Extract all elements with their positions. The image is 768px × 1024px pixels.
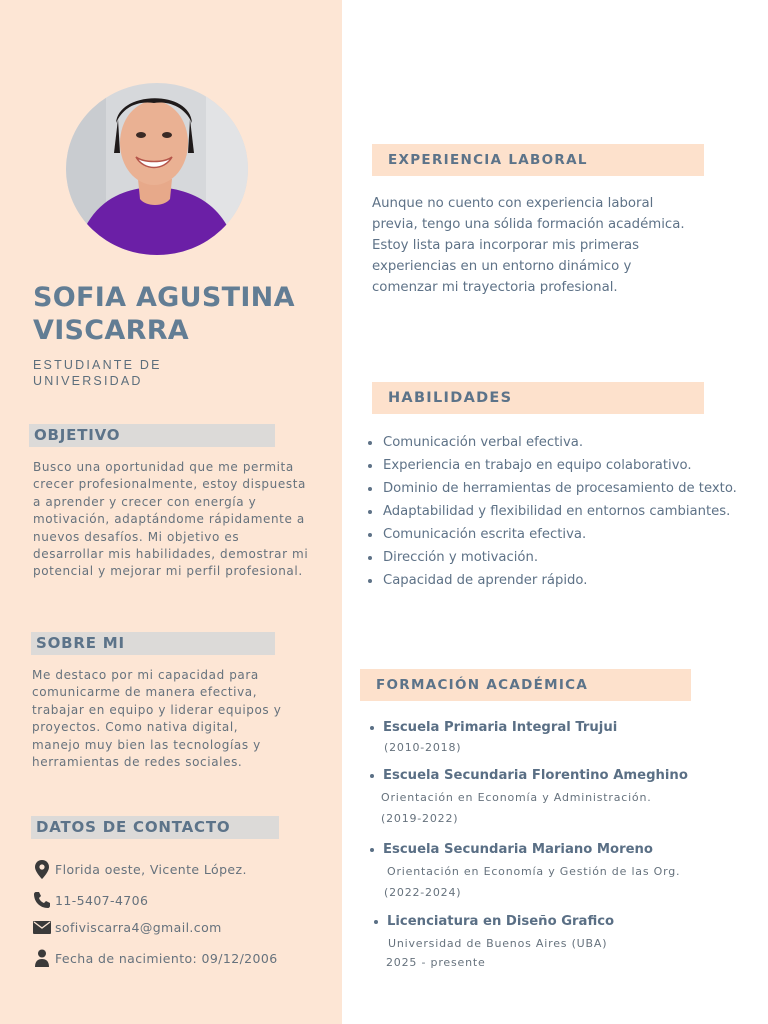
education-title: Escuela Primaria Integral Trujui [369, 719, 617, 737]
contact-location-text: Florida oeste, Vicente López. [55, 861, 247, 877]
objective-text: Busco una oportunidad que me permita crecer profesionalmente, estoy dispuesta a aprender y crecer con energía y motivación, adaptándome rápidamente a nuevos desafíos. Mi objetivo es desarrollar mis habilidades, demostrar mi potencial y mejorar mi perfil profesional. [33, 460, 309, 579]
about-heading: SOBRE MI [31, 632, 275, 655]
person-icon [32, 949, 51, 968]
envelope-icon [32, 918, 51, 937]
experience-paragraph-1: Aunque no cuento con experiencia laboral previa, tengo una sólida formación académica. [372, 196, 685, 232]
contact-birthdate-text: Fecha de nacimiento: 09/12/2006 [55, 950, 278, 966]
contact-location [32, 858, 247, 880]
education-years: 2025 - presente [386, 956, 486, 969]
skill-item: Dominio de herramientas de procesamiento de texto. [366, 477, 737, 500]
education-detail: Orientación en Economía y Administración. [381, 791, 652, 804]
objective-heading: OBJETIVO [29, 424, 275, 447]
experience-paragraph-2: Estoy lista para incorporar mis primeras experiencias en un entorno dinámico y comenzar mi trayectoria profesional. [372, 238, 640, 295]
phone-icon [32, 891, 51, 910]
skill-item: Adaptabilidad y flexibilidad en entornos cambiantes. [366, 500, 737, 523]
education-detail: Universidad de Buenos Aires (UBA) [388, 937, 608, 950]
location-pin-icon [32, 860, 51, 879]
skill-item: Comunicación escrita efectiva. [366, 523, 737, 546]
skill-item: Capacidad de aprender rápido. [366, 569, 737, 592]
skills-heading: HABILIDADES [372, 382, 704, 414]
education-heading: FORMACIÓN ACADÉMICA [360, 669, 691, 701]
education-title: Licenciatura en Diseño Grafico [373, 913, 614, 931]
profile-name: SOFIA AGUSTINA VISCARRA [33, 282, 295, 346]
experience-text [372, 193, 692, 298]
contact-email[interactable] [32, 916, 222, 938]
contact-birthdate [32, 947, 278, 969]
contact-email-text: sofiviscarra4@gmail.com [55, 919, 222, 935]
skill-item: Comunicación verbal efectiva. [366, 431, 737, 454]
education-years: (2022-2024) [384, 886, 462, 899]
contact-phone[interactable] [32, 889, 148, 911]
education-years: (2019-2022) [381, 812, 459, 825]
education-years: (2010-2018) [384, 741, 462, 754]
skills-list [366, 431, 737, 592]
education-item [369, 767, 688, 825]
skill-item: Experiencia en trabajo en equipo colaborativo. [366, 454, 737, 477]
skill-item: Dirección y motivación. [366, 546, 737, 569]
education-item [373, 913, 614, 969]
about-text: Me destaco por mi capacidad para comunicarme de manera efectiva, trabajar en equipo y liderar equipos y proyectos. Como nativa digital, manejo muy bien las tecnologías y herramientas de redes sociales. [32, 668, 282, 770]
education-title: Escuela Secundaria Florentino Ameghino [369, 767, 688, 785]
education-item [369, 719, 617, 754]
experience-heading: EXPERIENCIA LABORAL [372, 144, 704, 176]
education-item [369, 841, 680, 899]
contact-phone-text: 11-5407-4706 [55, 892, 149, 908]
profile-photo [66, 83, 248, 255]
education-title: Escuela Secundaria Mariano Moreno [369, 841, 680, 859]
education-detail: Orientación en Economía y Gestión de las Org. [387, 865, 681, 878]
contact-heading: DATOS DE CONTACTO [31, 816, 279, 839]
profile-subtitle: ESTUDIANTE DE UNIVERSIDAD [33, 358, 162, 388]
